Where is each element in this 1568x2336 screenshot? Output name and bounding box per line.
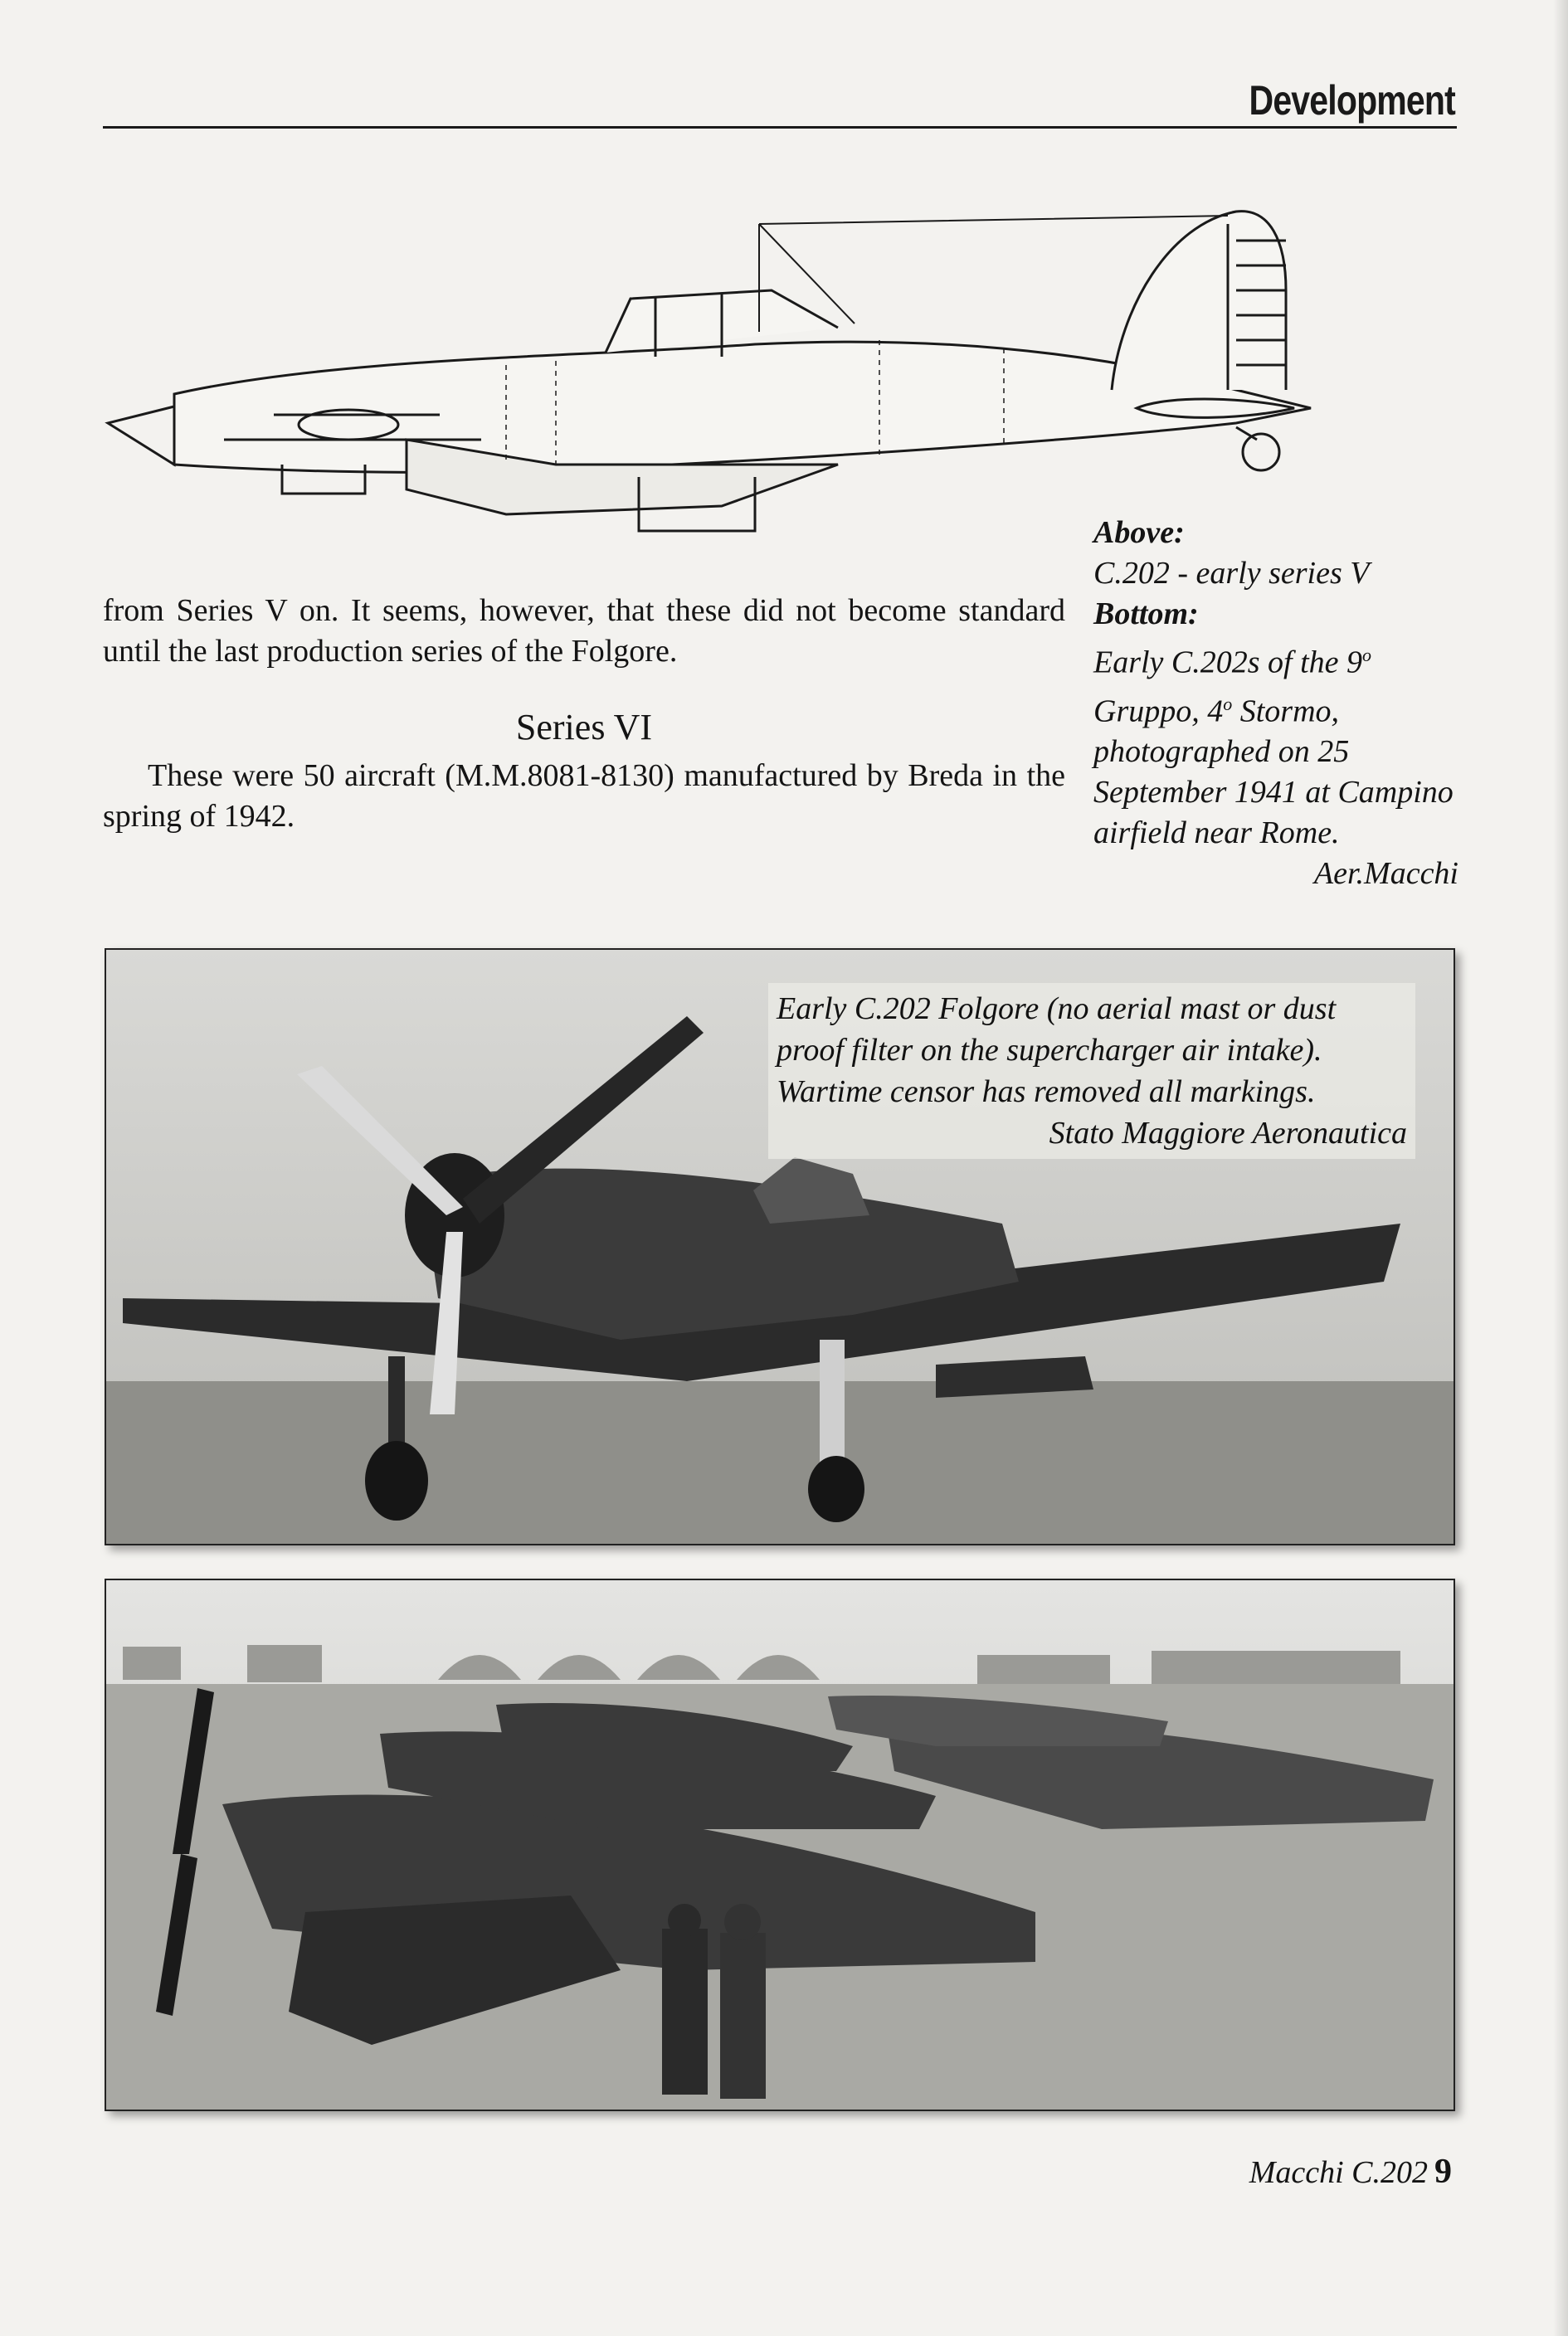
page-number: 9 bbox=[1434, 2153, 1452, 2191]
photo1-caption-text: Early C.202 Folgore (no aerial mast or dust proof filter on the supercharger air intake). Wartime censor has removed all markings. bbox=[777, 991, 1337, 1109]
section-heading-series-vi: Series VI bbox=[515, 707, 653, 747]
paragraph-2: These were 50 aircraft (M.M.8081-8130) manufactured by Breda in the spring of 1942. bbox=[103, 758, 1065, 834]
header-rule bbox=[103, 126, 1457, 129]
body-text bbox=[103, 591, 1065, 837]
side-caption bbox=[1093, 513, 1458, 894]
photo-aircraft-lineup-image bbox=[106, 1580, 1454, 2110]
page-footer bbox=[1249, 2152, 1452, 2192]
caption-bottom-text: Early C.202s of the 9$^o$ Gruppo, 4$^o$ Stormo, photographed on 25 September 1941 at Campino airfield near Rome. bbox=[1093, 645, 1454, 851]
aircraft-profile-drawing bbox=[91, 191, 1336, 556]
caption-above-label: Above: bbox=[1093, 515, 1185, 550]
page-edge-shadow bbox=[1553, 0, 1568, 2336]
paragraph-1: from Series V on. It seems, however, that these did not become standard until the last production series of the Folgore. bbox=[103, 593, 1065, 669]
footer-book-title: Macchi C.202 bbox=[1249, 2155, 1428, 2190]
section-header: Development bbox=[1249, 77, 1455, 124]
photo1-credit: Stato Maggiore Aeronautica bbox=[1049, 1116, 1407, 1151]
caption-credit: Aer.Macchi bbox=[1313, 856, 1458, 892]
caption-above-text: C.202 - early series V bbox=[1093, 556, 1370, 591]
photo1-caption bbox=[768, 983, 1415, 1159]
photo-aircraft-lineup bbox=[105, 1579, 1455, 2111]
caption-bottom-label: Bottom: bbox=[1093, 596, 1199, 631]
photo-single-aircraft bbox=[105, 948, 1455, 1545]
